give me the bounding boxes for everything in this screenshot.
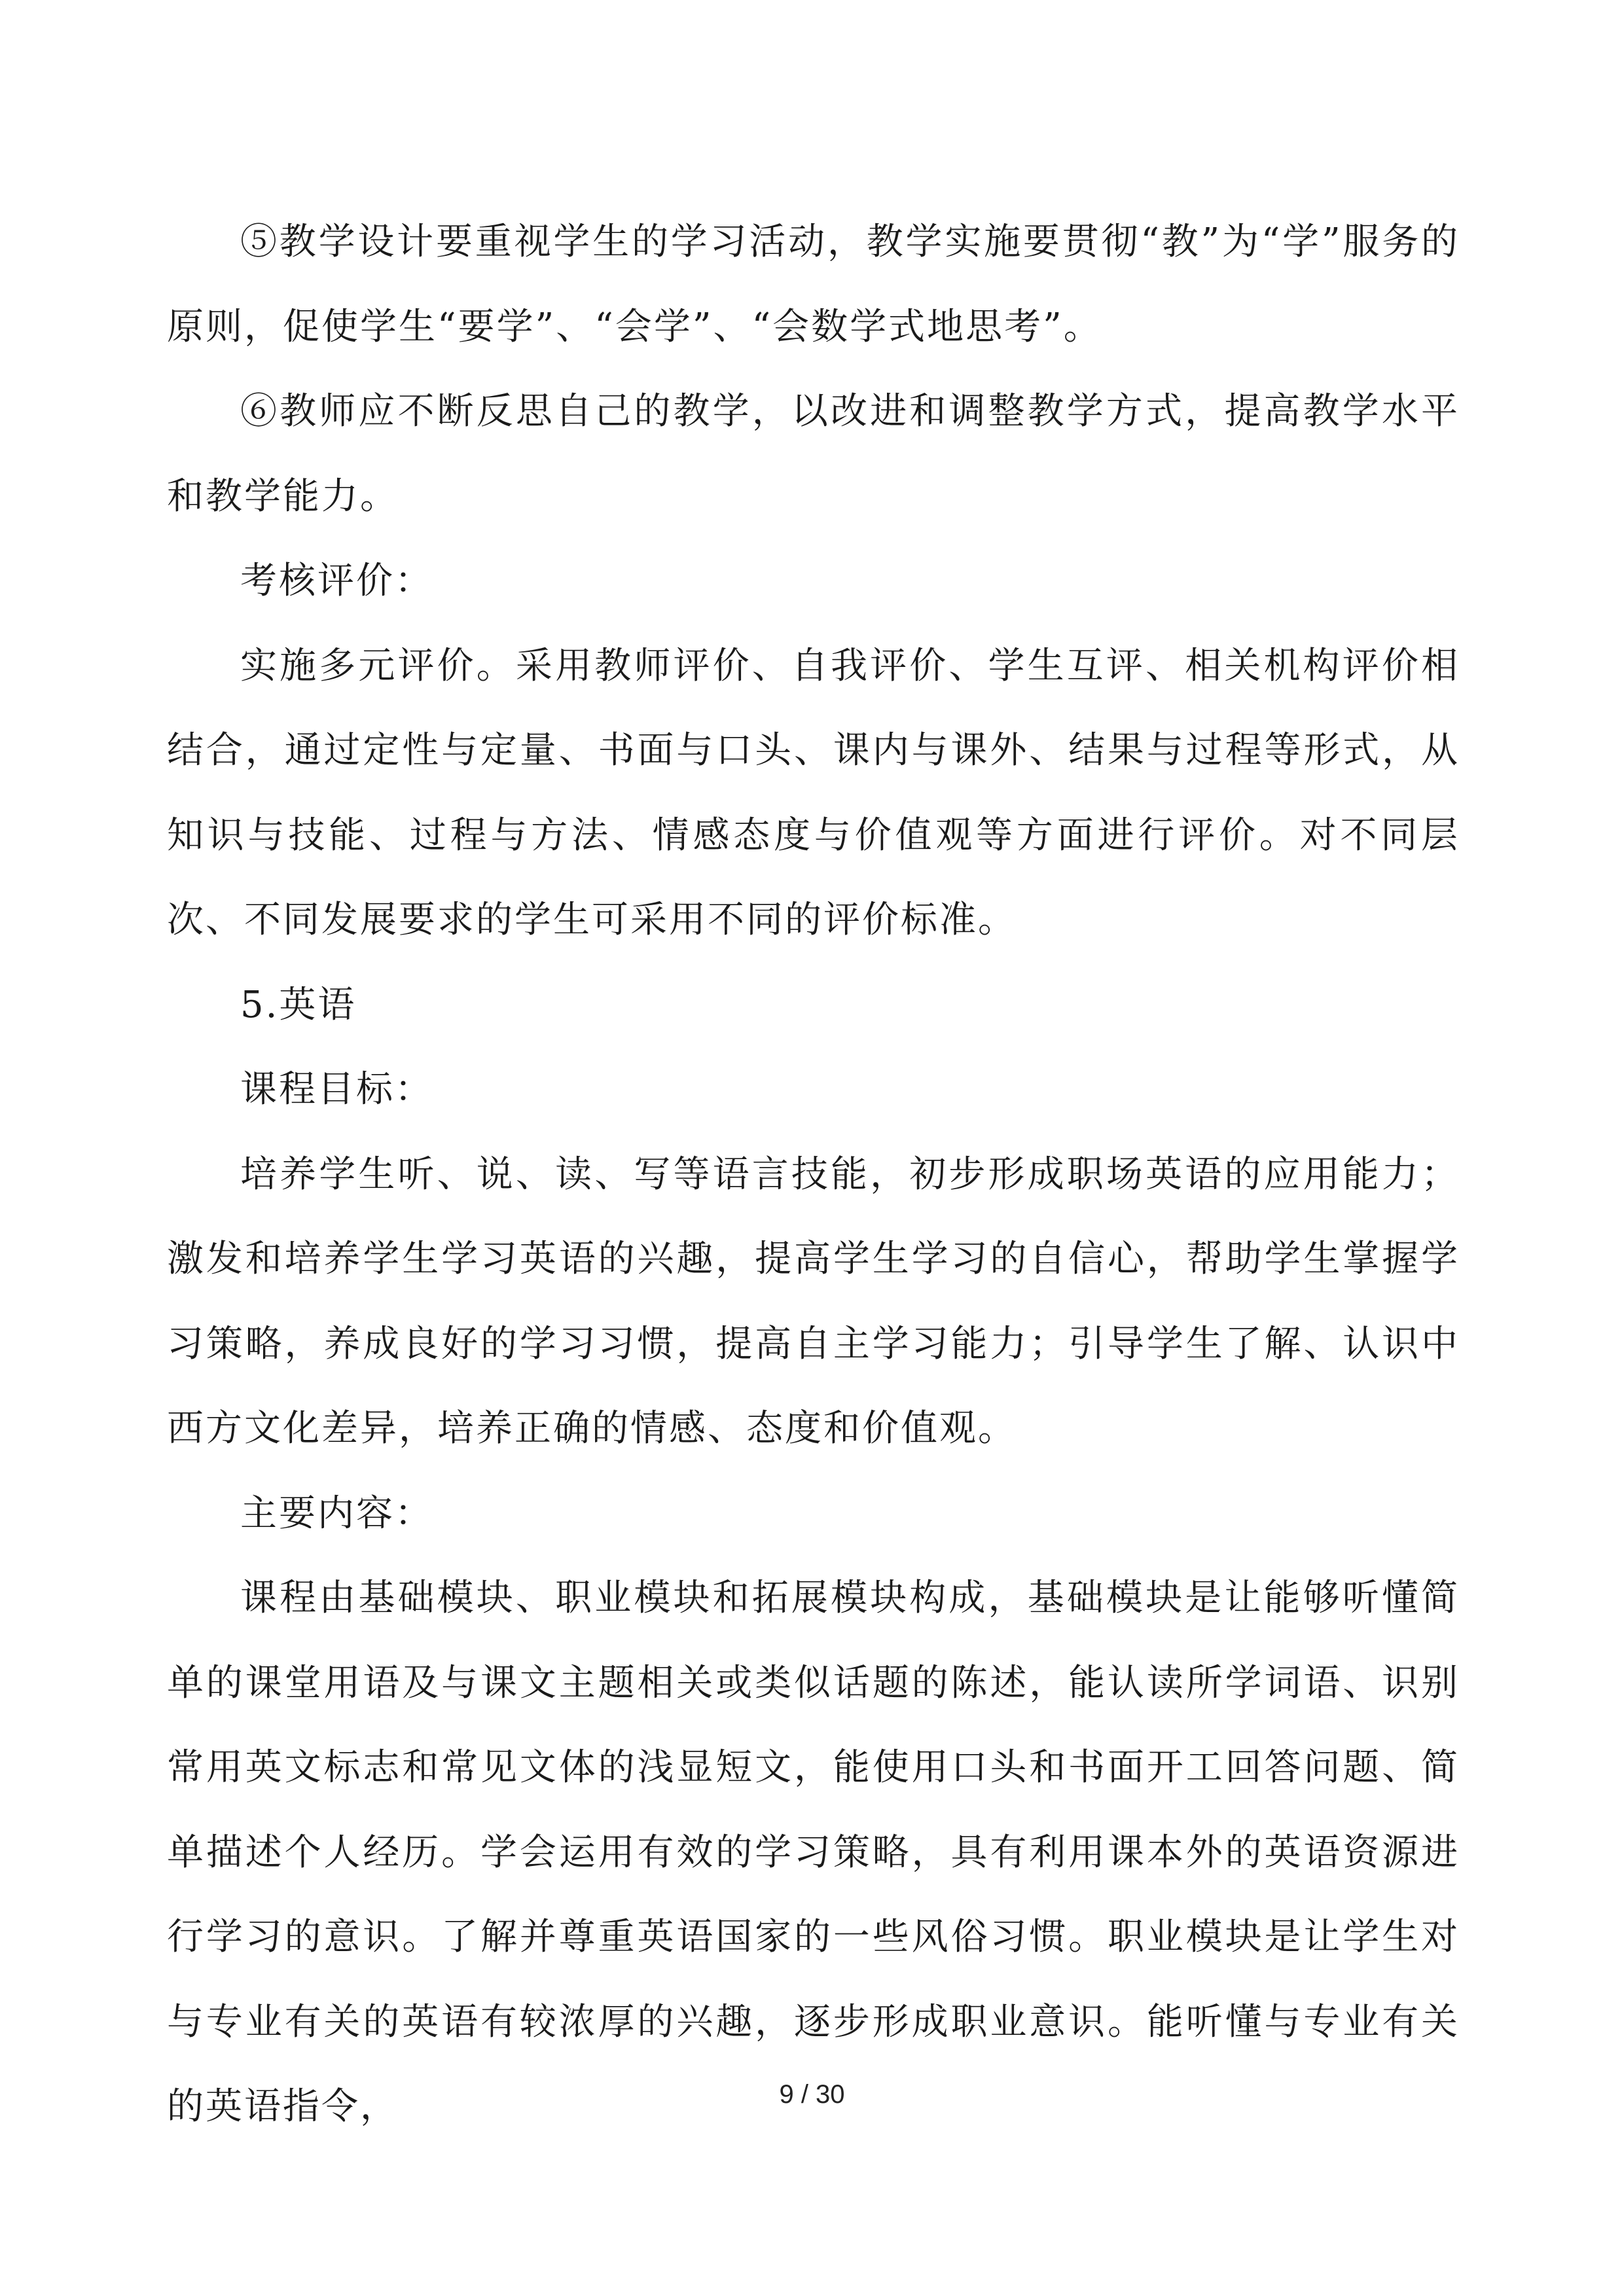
document-body — [167, 200, 1460, 2149]
paragraph-teaching-design: ⑤教学设计要重视学生的学习活动，教学实施要贯彻“教”为“学”服务的原则，促使学生“要学”、“会学”、“会数学式地思考”。 — [167, 221, 1460, 348]
heading-main-content: 主要内容： — [240, 1492, 433, 1535]
paragraph-assessment: 实施多元评价。采用教师评价、自我评价、学生互评、相关机构评价相结合，通过定性与定量、书面与口头、课内与课外、结果与过程等形式，从知识与技能、过程与方法、情感态度与价值观等方面进行评价。对不同层次、不同发展要求的学生可采用不同的评价标准。 — [167, 644, 1460, 941]
paragraph-teacher-reflection: ⑥教师应不断反思自己的教学，以改进和调整教学方式，提高教学水平和教学能力。 — [167, 390, 1460, 518]
heading-english: 5.英语 — [240, 983, 357, 1026]
paragraph-main-content: 课程由基础模块、职业模块和拓展模块构成，基础模块是让能够听懂简单的课堂用语及与课文主题相关或类似话题的陈述，能认读所学词语、识别常用英文标志和常见文体的浅显短文，能使用口头和书面开工回答问题、简单描述个人经历。学会运用有效的学习策略，具有利用课本外的英语资源进行学习的意识。了解并尊重英语国家的一些风俗习惯。职业模块是让学生对与专业有关的英语有较浓厚的兴趣，逐步形成职业意识。能听懂与专业有关的英语指令， — [167, 1577, 1460, 2128]
heading-course-goals: 课程目标： — [240, 1068, 433, 1111]
page-number: 9 / 30 — [779, 2080, 845, 2109]
paragraph-course-goals: 培养学生听、说、读、写等语言技能，初步形成职场英语的应用能力；激发和培养学生学习英语的兴趣，提高学生学习的自信心，帮助学生掌握学习策略，养成良好的学习习惯，提高自主学习能力；引导学生了解、认识中西方文化差异，培养正确的情感、态度和价值观。 — [167, 1153, 1460, 1450]
heading-assessment: 考核评价： — [240, 560, 433, 602]
